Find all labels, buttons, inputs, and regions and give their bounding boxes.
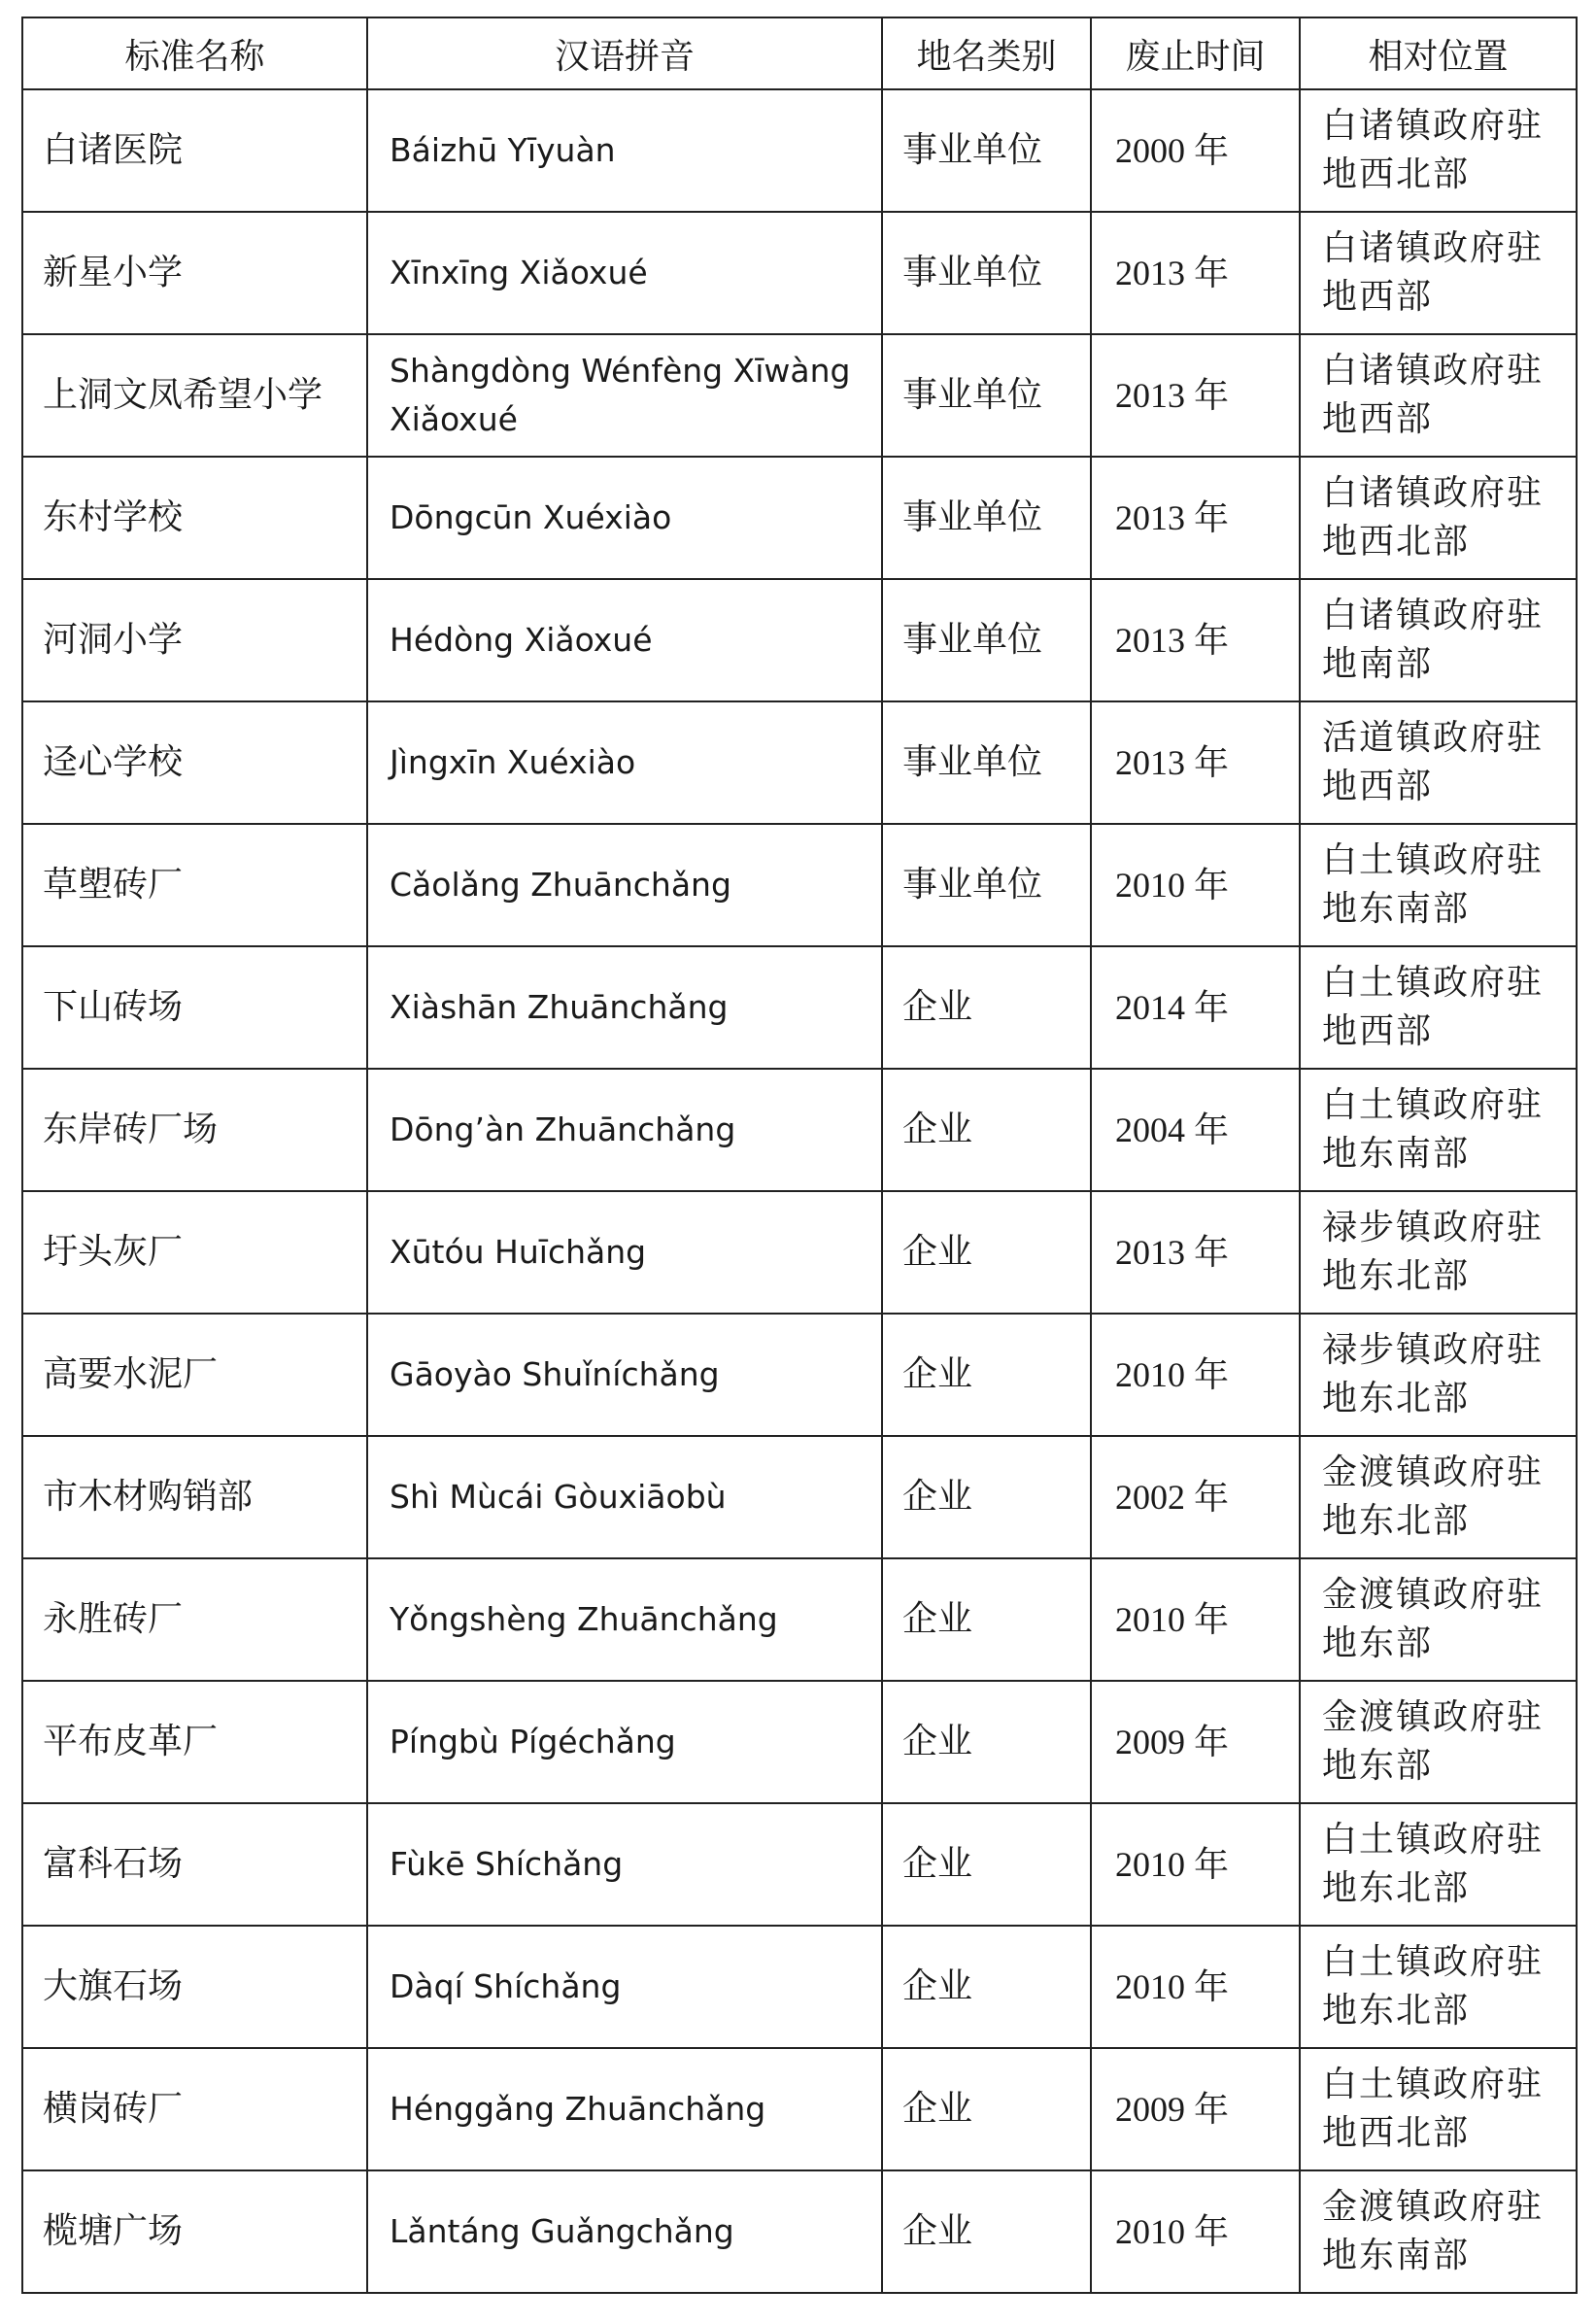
cell-relative-position: 金渡镇政府驻地东北部 xyxy=(1300,1436,1577,1558)
cell-abolish-time: 2009 年 xyxy=(1091,2048,1300,2170)
cell-pinyin: Xūtóu Huīchǎng xyxy=(367,1191,882,1314)
cell-standard-name: 高要水泥厂 xyxy=(22,1314,367,1436)
cell-category: 企业 xyxy=(882,1926,1091,2048)
table-row xyxy=(22,2170,1577,2293)
cell-abolish-time: 2010 年 xyxy=(1091,1926,1300,2048)
cell-abolish-time: 2002 年 xyxy=(1091,1436,1300,1558)
cell-abolish-time: 2009 年 xyxy=(1091,1681,1300,1803)
cell-pinyin: Shì Mùcái Gòuxiāobù xyxy=(367,1436,882,1558)
cell-category: 事业单位 xyxy=(882,579,1091,701)
table-row xyxy=(22,89,1577,212)
cell-relative-position: 白土镇政府驻地西部 xyxy=(1300,946,1577,1069)
cell-standard-name: 榄塘广场 xyxy=(22,2170,367,2293)
cell-pinyin: Gāoyào Shuǐníchǎng xyxy=(367,1314,882,1436)
cell-category: 企业 xyxy=(882,2170,1091,2293)
table-row xyxy=(22,824,1577,946)
cell-standard-name: 平布皮革厂 xyxy=(22,1681,367,1803)
cell-relative-position: 白土镇政府驻地西北部 xyxy=(1300,2048,1577,2170)
cell-category: 事业单位 xyxy=(882,89,1091,212)
cell-standard-name: 富科石场 xyxy=(22,1803,367,1926)
cell-pinyin: Dōng’àn Zhuānchǎng xyxy=(367,1069,882,1191)
cell-pinyin: Xīnxīng Xiǎoxué xyxy=(367,212,882,334)
cell-category: 事业单位 xyxy=(882,334,1091,457)
cell-abolish-time: 2013 年 xyxy=(1091,212,1300,334)
cell-relative-position: 白诸镇政府驻地西部 xyxy=(1300,212,1577,334)
cell-category: 事业单位 xyxy=(882,457,1091,579)
cell-category: 企业 xyxy=(882,1436,1091,1558)
cell-relative-position: 白诸镇政府驻地西北部 xyxy=(1300,457,1577,579)
cell-abolish-time: 2000 年 xyxy=(1091,89,1300,212)
table-row xyxy=(22,457,1577,579)
cell-relative-position: 金渡镇政府驻地东部 xyxy=(1300,1681,1577,1803)
table-row xyxy=(22,946,1577,1069)
cell-category: 企业 xyxy=(882,1314,1091,1436)
cell-relative-position: 白诸镇政府驻地西北部 xyxy=(1300,89,1577,212)
cell-standard-name: 草塱砖厂 xyxy=(22,824,367,946)
table-row xyxy=(22,1681,1577,1803)
cell-relative-position: 禄步镇政府驻地东北部 xyxy=(1300,1191,1577,1314)
header-abolish-time: 废止时间 xyxy=(1091,17,1300,89)
cell-abolish-time: 2013 年 xyxy=(1091,701,1300,824)
cell-standard-name: 白诸医院 xyxy=(22,89,367,212)
cell-standard-name: 横岗砖厂 xyxy=(22,2048,367,2170)
table-row xyxy=(22,1314,1577,1436)
table-row xyxy=(22,1436,1577,1558)
cell-pinyin: Shàngdòng Wénfèng Xīwàng Xiǎoxué xyxy=(367,334,882,457)
cell-category: 企业 xyxy=(882,1803,1091,1926)
cell-relative-position: 活道镇政府驻地西部 xyxy=(1300,701,1577,824)
cell-abolish-time: 2010 年 xyxy=(1091,824,1300,946)
cell-category: 企业 xyxy=(882,946,1091,1069)
table-row xyxy=(22,579,1577,701)
cell-standard-name: 圩头灰厂 xyxy=(22,1191,367,1314)
cell-category: 事业单位 xyxy=(882,212,1091,334)
table-row xyxy=(22,1926,1577,2048)
cell-category: 企业 xyxy=(882,1558,1091,1681)
cell-relative-position: 白土镇政府驻地东南部 xyxy=(1300,824,1577,946)
cell-pinyin: Xiàshān Zhuānchǎng xyxy=(367,946,882,1069)
cell-category: 事业单位 xyxy=(882,701,1091,824)
cell-pinyin: Píngbù Pígéchǎng xyxy=(367,1681,882,1803)
header-category: 地名类别 xyxy=(882,17,1091,89)
cell-pinyin: Lǎntáng Guǎngchǎng xyxy=(367,2170,882,2293)
cell-pinyin: Dōngcūn Xuéxiào xyxy=(367,457,882,579)
cell-abolish-time: 2010 年 xyxy=(1091,1803,1300,1926)
cell-standard-name: 新星小学 xyxy=(22,212,367,334)
table-row xyxy=(22,1069,1577,1191)
cell-abolish-time: 2010 年 xyxy=(1091,1314,1300,1436)
cell-pinyin: Fùkē Shíchǎng xyxy=(367,1803,882,1926)
cell-relative-position: 禄步镇政府驻地东北部 xyxy=(1300,1314,1577,1436)
cell-relative-position: 白诸镇政府驻地西部 xyxy=(1300,334,1577,457)
cell-relative-position: 白诸镇政府驻地南部 xyxy=(1300,579,1577,701)
cell-abolish-time: 2004 年 xyxy=(1091,1069,1300,1191)
cell-abolish-time: 2010 年 xyxy=(1091,1558,1300,1681)
cell-standard-name: 河洞小学 xyxy=(22,579,367,701)
table-body xyxy=(22,89,1577,2293)
cell-pinyin: Yǒngshèng Zhuānchǎng xyxy=(367,1558,882,1681)
cell-abolish-time: 2014 年 xyxy=(1091,946,1300,1069)
cell-relative-position: 白土镇政府驻地东北部 xyxy=(1300,1803,1577,1926)
cell-standard-name: 东村学校 xyxy=(22,457,367,579)
cell-abolish-time: 2013 年 xyxy=(1091,457,1300,579)
cell-pinyin: Jìngxīn Xuéxiào xyxy=(367,701,882,824)
header-relative-position: 相对位置 xyxy=(1300,17,1577,89)
cell-standard-name: 下山砖场 xyxy=(22,946,367,1069)
cell-category: 企业 xyxy=(882,2048,1091,2170)
table-row xyxy=(22,1803,1577,1926)
table-row xyxy=(22,212,1577,334)
cell-pinyin: Hédòng Xiǎoxué xyxy=(367,579,882,701)
cell-pinyin: Hénggǎng Zhuānchǎng xyxy=(367,2048,882,2170)
cell-category: 企业 xyxy=(882,1191,1091,1314)
cell-category: 企业 xyxy=(882,1069,1091,1191)
header-standard-name: 标准名称 xyxy=(22,17,367,89)
cell-relative-position: 金渡镇政府驻地东南部 xyxy=(1300,2170,1577,2293)
cell-standard-name: 上洞文凤希望小学 xyxy=(22,334,367,457)
cell-standard-name: 市木材购销部 xyxy=(22,1436,367,1558)
header-pinyin: 汉语拼音 xyxy=(367,17,882,89)
cell-standard-name: 大旗石场 xyxy=(22,1926,367,2048)
cell-relative-position: 白土镇政府驻地东北部 xyxy=(1300,1926,1577,2048)
table-row xyxy=(22,2048,1577,2170)
table-row xyxy=(22,1558,1577,1681)
cell-pinyin: Báizhū Yīyuàn xyxy=(367,89,882,212)
header-row xyxy=(22,17,1577,89)
cell-relative-position: 金渡镇政府驻地东部 xyxy=(1300,1558,1577,1681)
table-row xyxy=(22,1191,1577,1314)
cell-pinyin: Dàqí Shíchǎng xyxy=(367,1926,882,2048)
cell-category: 企业 xyxy=(882,1681,1091,1803)
cell-abolish-time: 2013 年 xyxy=(1091,334,1300,457)
table-row xyxy=(22,334,1577,457)
table-row xyxy=(22,701,1577,824)
cell-abolish-time: 2013 年 xyxy=(1091,579,1300,701)
place-name-table xyxy=(21,17,1578,2294)
cell-abolish-time: 2010 年 xyxy=(1091,2170,1300,2293)
cell-abolish-time: 2013 年 xyxy=(1091,1191,1300,1314)
cell-relative-position: 白土镇政府驻地东南部 xyxy=(1300,1069,1577,1191)
cell-standard-name: 东岸砖厂场 xyxy=(22,1069,367,1191)
cell-category: 事业单位 xyxy=(882,824,1091,946)
cell-standard-name: 永胜砖厂 xyxy=(22,1558,367,1681)
cell-pinyin: Cǎolǎng Zhuānchǎng xyxy=(367,824,882,946)
table-container xyxy=(21,17,1576,2294)
cell-standard-name: 迳心学校 xyxy=(22,701,367,824)
